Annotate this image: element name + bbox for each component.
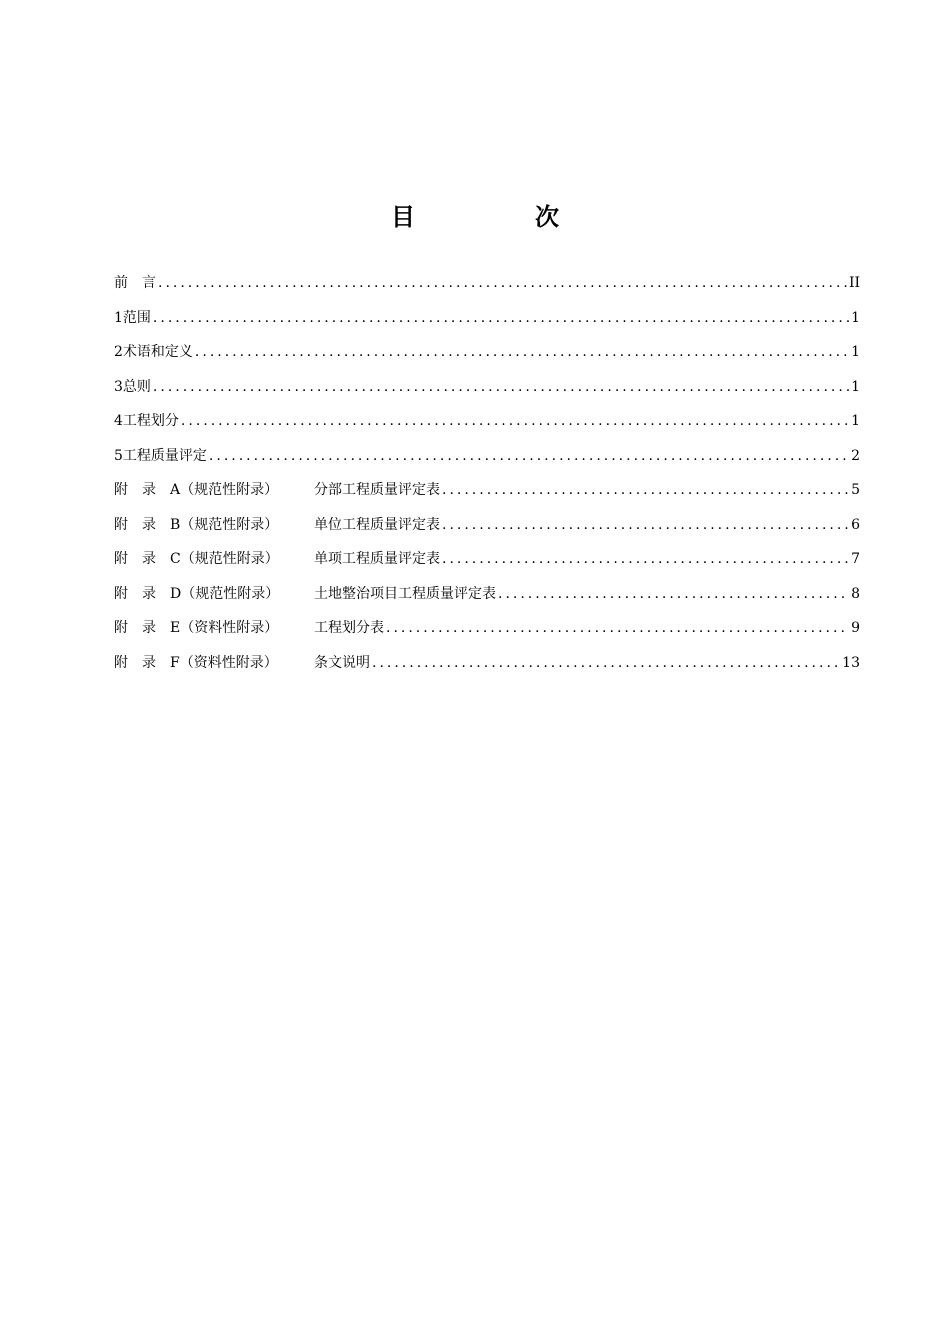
toc-page-number: 1 [851, 309, 860, 326]
toc-entry-appendix-d[interactable] [114, 581, 860, 616]
toc-entry-appendix-a[interactable] [114, 477, 860, 512]
toc-entry-text [114, 443, 207, 469]
toc-entry-appendix-f[interactable] [114, 650, 860, 685]
toc-leader-dots [158, 270, 847, 296]
toc-entry-text [114, 270, 156, 296]
toc-entry-text [114, 650, 370, 676]
toc-entry-title: 条文说明 [314, 654, 370, 671]
toc-entry-prefix: 4 [114, 413, 123, 429]
toc-leader-dots [442, 512, 849, 538]
table-of-contents [114, 270, 860, 684]
toc-page-number: 8 [851, 585, 860, 602]
toc-entry-prefix: 附 录 B（规范性附录） [114, 516, 279, 533]
toc-page-number: 9 [851, 620, 860, 636]
toc-leader-dots [181, 408, 849, 434]
toc-entry-division[interactable] [114, 408, 860, 443]
toc-leader-dots [386, 615, 849, 641]
toc-entry-prefix: 附 录 E（资料性附录） [114, 620, 279, 636]
toc-page-number: 5 [851, 482, 860, 498]
toc-entry-text [114, 512, 440, 538]
page-title: 目 次 [391, 203, 607, 232]
toc-entry-quality[interactable] [114, 443, 860, 478]
toc-leader-dots [442, 546, 849, 572]
toc-entry-text [114, 477, 440, 503]
toc-entry-title: 范围 [122, 309, 151, 326]
toc-leader-dots [195, 339, 849, 365]
toc-entry-title: 土地整治项目工程质量评定表 [314, 585, 496, 602]
toc-entry-prefix: 附 录 A（规范性附录） [114, 482, 279, 498]
toc-leader-dots [209, 443, 849, 469]
toc-leader-dots [153, 305, 849, 331]
toc-entry-title: 术语和定义 [122, 344, 193, 360]
toc-entry-title: 单位工程质量评定表 [314, 516, 440, 533]
toc-leader-dots [153, 374, 849, 400]
toc-entry-prefix: 附 录 C（规范性附录） [114, 551, 279, 567]
toc-entry-prefix: 附 录 D（规范性附录） [114, 585, 280, 602]
toc-entry-prefix: 5 [114, 447, 123, 464]
toc-entry-foreword[interactable] [114, 270, 860, 305]
toc-leader-dots [498, 581, 849, 607]
toc-leader-dots [442, 477, 849, 503]
toc-entry-prefix: 2 [114, 344, 123, 360]
toc-entry-general[interactable] [114, 374, 860, 409]
toc-page-number: 6 [851, 516, 860, 533]
toc-page-number: 13 [842, 654, 860, 671]
toc-entry-appendix-e[interactable] [114, 615, 860, 650]
toc-entry-text [114, 546, 440, 572]
toc-entry-title: 单项工程质量评定表 [314, 551, 440, 567]
toc-leader-dots [372, 650, 840, 676]
toc-entry-terms[interactable] [114, 339, 860, 374]
toc-entry-title: 工程质量评定 [122, 447, 207, 464]
toc-entry-title: 总则 [122, 378, 151, 395]
toc-page-number: II [848, 275, 860, 291]
toc-entry-text [114, 374, 151, 400]
toc-page-number: 1 [851, 378, 860, 395]
toc-page-number: 1 [851, 413, 860, 429]
toc-entry-title: 工程划分表 [314, 620, 384, 636]
toc-entry-text [114, 581, 496, 607]
toc-entry-title: 分部工程质量评定表 [314, 482, 440, 498]
toc-entry-prefix: 1 [114, 309, 123, 326]
toc-entry-prefix: 3 [114, 378, 123, 395]
toc-page-number: 2 [851, 447, 860, 464]
toc-entry-text [114, 339, 193, 365]
toc-entry-text [114, 408, 179, 434]
toc-entry-prefix: 前 言 [114, 275, 156, 291]
toc-page-number: 1 [851, 344, 860, 360]
toc-entry-title: 工程划分 [122, 413, 179, 429]
toc-page-number: 7 [851, 551, 860, 567]
toc-entry-appendix-c[interactable] [114, 546, 860, 581]
toc-entry-appendix-b[interactable] [114, 512, 860, 547]
toc-entry-text [114, 305, 151, 331]
toc-entry-text [114, 615, 384, 641]
toc-entry-prefix: 附 录 F（资料性附录） [114, 654, 278, 671]
toc-entry-scope[interactable] [114, 305, 860, 340]
